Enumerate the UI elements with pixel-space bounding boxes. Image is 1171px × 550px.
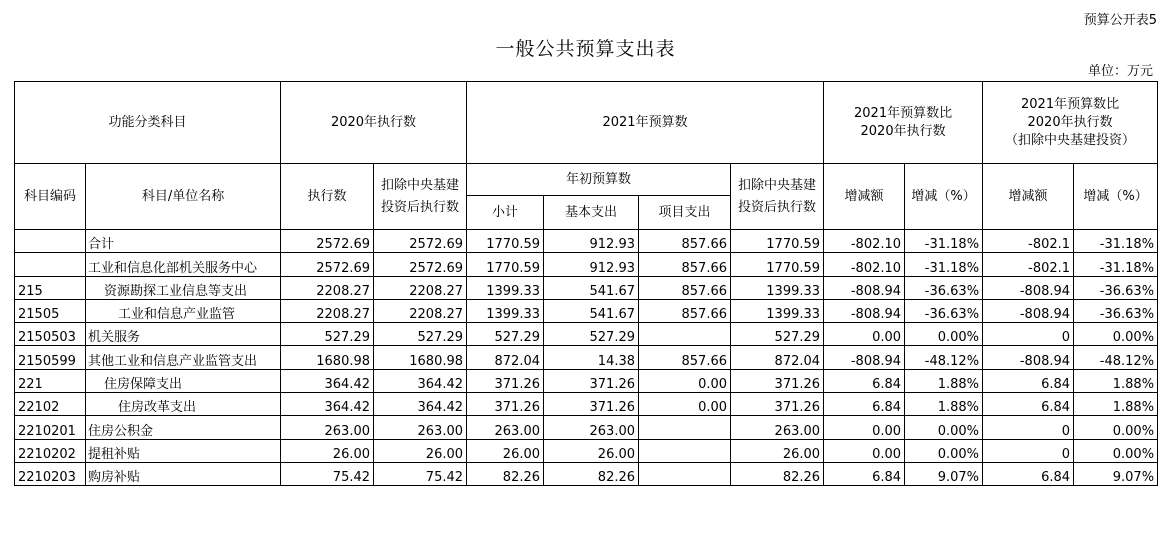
- cell-exec-amount: 26.00: [281, 439, 374, 462]
- table-row: [15, 323, 1158, 346]
- header-subtotal: 小计: [467, 196, 544, 230]
- unit-label: 单位：万元: [1087, 64, 1153, 79]
- row-code: [15, 230, 86, 253]
- cell-exec-after: 263.00: [374, 416, 467, 439]
- cell-basic-expense: 912.93: [544, 253, 639, 276]
- cell-subtotal: 527.29: [467, 323, 544, 346]
- row-code: 2210202: [15, 439, 86, 462]
- cell-change-pct-2: -36.63%: [1074, 276, 1158, 299]
- cell-exec-amount: 2572.69: [281, 230, 374, 253]
- row-name: 住房保障支出: [86, 369, 281, 392]
- cell-budget-after: 527.29: [731, 323, 824, 346]
- table-row: [15, 230, 1158, 253]
- header-exec-amount: 执行数: [281, 164, 374, 230]
- budget-table: [14, 81, 1158, 486]
- cell-budget-after: 1770.59: [731, 253, 824, 276]
- cell-change-pct-2: -31.18%: [1074, 230, 1158, 253]
- cell-subtotal: 371.26: [467, 393, 544, 416]
- cell-change-amount-1: 6.84: [824, 393, 905, 416]
- header-func-category: 功能分类科目: [15, 82, 281, 164]
- row-code: [15, 253, 86, 276]
- header-project: 项目支出: [639, 196, 731, 230]
- cell-exec-after: 75.42: [374, 462, 467, 485]
- cell-change-amount-2: -802.1: [983, 253, 1074, 276]
- cell-change-amount-2: 6.84: [983, 462, 1074, 485]
- row-code: 21505: [15, 299, 86, 322]
- row-code: 221: [15, 369, 86, 392]
- cell-basic-expense: 371.26: [544, 369, 639, 392]
- cell-change-pct-1: 0.00%: [905, 439, 983, 462]
- cell-change-pct-1: -48.12%: [905, 346, 983, 369]
- row-name: 合计: [86, 230, 281, 253]
- cell-change-amount-2: -808.94: [983, 346, 1074, 369]
- header-compare-2: 2021年预算数比 2020年执行数 （扣除中央基建投资）: [983, 82, 1158, 164]
- row-name: 住房改革支出: [86, 393, 281, 416]
- cell-project-expense: [639, 439, 731, 462]
- cell-change-pct-1: -31.18%: [905, 253, 983, 276]
- row-code: 2210203: [15, 462, 86, 485]
- cell-change-amount-1: 0.00: [824, 439, 905, 462]
- cell-exec-after: 2572.69: [374, 253, 467, 276]
- header-name: 科目/单位名称: [86, 164, 281, 230]
- cell-change-pct-1: 0.00%: [905, 323, 983, 346]
- header-budget-2021: 2021年预算数: [467, 82, 824, 164]
- header-exec-2020: 2020年执行数: [281, 82, 467, 164]
- cell-change-pct-1: 1.88%: [905, 369, 983, 392]
- cell-budget-after: 1770.59: [731, 230, 824, 253]
- cell-exec-amount: 2208.27: [281, 276, 374, 299]
- cell-exec-amount: 2208.27: [281, 299, 374, 322]
- row-code: 215: [15, 276, 86, 299]
- cell-project-expense: [639, 462, 731, 485]
- cell-subtotal: 1399.33: [467, 299, 544, 322]
- cell-budget-after: 1399.33: [731, 276, 824, 299]
- cell-subtotal: 371.26: [467, 369, 544, 392]
- cell-basic-expense: 263.00: [544, 416, 639, 439]
- cell-change-pct-2: -48.12%: [1074, 346, 1158, 369]
- table-caption: 预算公开表5: [1083, 13, 1157, 28]
- cell-exec-after: 26.00: [374, 439, 467, 462]
- cell-change-amount-1: 6.84: [824, 369, 905, 392]
- cell-subtotal: 1770.59: [467, 230, 544, 253]
- cell-subtotal: 82.26: [467, 462, 544, 485]
- cell-budget-after: 371.26: [731, 393, 824, 416]
- header-change-amount-2: 增减额: [983, 164, 1074, 230]
- row-name: 机关服务: [86, 323, 281, 346]
- cell-change-pct-2: -36.63%: [1074, 299, 1158, 322]
- cell-project-expense: 0.00: [639, 369, 731, 392]
- cell-budget-after: 872.04: [731, 346, 824, 369]
- cell-exec-amount: 1680.98: [281, 346, 374, 369]
- cell-change-amount-2: -808.94: [983, 299, 1074, 322]
- header-code: 科目编码: [15, 164, 86, 230]
- cell-subtotal: 1399.33: [467, 276, 544, 299]
- cell-subtotal: 872.04: [467, 346, 544, 369]
- cell-change-pct-2: 1.88%: [1074, 369, 1158, 392]
- table-row: [15, 276, 1158, 299]
- cell-basic-expense: 371.26: [544, 393, 639, 416]
- row-code: 2150503: [15, 323, 86, 346]
- row-name: 住房公积金: [86, 416, 281, 439]
- cell-change-amount-1: -808.94: [824, 276, 905, 299]
- cell-project-expense: 0.00: [639, 393, 731, 416]
- cell-basic-expense: 541.67: [544, 299, 639, 322]
- table-row: [15, 346, 1158, 369]
- cell-exec-after: 2572.69: [374, 230, 467, 253]
- cell-budget-after: 26.00: [731, 439, 824, 462]
- cell-change-amount-1: -802.10: [824, 253, 905, 276]
- table-row: [15, 369, 1158, 392]
- cell-exec-amount: 75.42: [281, 462, 374, 485]
- page-title: 一般公共预算支出表: [495, 38, 676, 60]
- cell-change-amount-1: -808.94: [824, 299, 905, 322]
- cell-budget-after: 371.26: [731, 369, 824, 392]
- table-row: [15, 439, 1158, 462]
- row-name: 提租补贴: [86, 439, 281, 462]
- cell-subtotal: 263.00: [467, 416, 544, 439]
- header-change-pct-2: 增减（%）: [1074, 164, 1158, 230]
- row-code: 2150599: [15, 346, 86, 369]
- cell-exec-amount: 2572.69: [281, 253, 374, 276]
- cell-change-amount-1: 6.84: [824, 462, 905, 485]
- header-basic: 基本支出: [544, 196, 639, 230]
- cell-change-amount-2: 0: [983, 323, 1074, 346]
- cell-change-pct-2: 0.00%: [1074, 416, 1158, 439]
- table-body: [15, 230, 1158, 486]
- cell-basic-expense: 14.38: [544, 346, 639, 369]
- cell-change-pct-2: 1.88%: [1074, 393, 1158, 416]
- table-row: [15, 416, 1158, 439]
- cell-project-expense: 857.66: [639, 299, 731, 322]
- cell-basic-expense: 527.29: [544, 323, 639, 346]
- row-name: 工业和信息产业监管: [86, 299, 281, 322]
- cell-change-amount-2: 0: [983, 439, 1074, 462]
- cell-change-pct-1: 1.88%: [905, 393, 983, 416]
- cell-exec-after: 527.29: [374, 323, 467, 346]
- cell-change-amount-1: -808.94: [824, 346, 905, 369]
- header-initial-budget: 年初预算数: [467, 164, 731, 196]
- table-row: [15, 299, 1158, 322]
- cell-budget-after: 1399.33: [731, 299, 824, 322]
- cell-budget-after: 263.00: [731, 416, 824, 439]
- header-compare-1: 2021年预算数比 2020年执行数: [824, 82, 983, 164]
- cell-change-amount-1: 0.00: [824, 416, 905, 439]
- row-name: 购房补贴: [86, 462, 281, 485]
- row-name: 资源勘探工业信息等支出: [86, 276, 281, 299]
- cell-exec-after: 2208.27: [374, 276, 467, 299]
- cell-change-amount-2: -808.94: [983, 276, 1074, 299]
- cell-exec-after: 1680.98: [374, 346, 467, 369]
- cell-change-amount-1: -802.10: [824, 230, 905, 253]
- row-code: 2210201: [15, 416, 86, 439]
- cell-exec-after: 364.42: [374, 393, 467, 416]
- table-row: [15, 393, 1158, 416]
- cell-change-amount-2: 0: [983, 416, 1074, 439]
- cell-exec-amount: 364.42: [281, 393, 374, 416]
- cell-exec-amount: 527.29: [281, 323, 374, 346]
- cell-basic-expense: 26.00: [544, 439, 639, 462]
- cell-change-pct-1: -36.63%: [905, 276, 983, 299]
- cell-exec-amount: 364.42: [281, 369, 374, 392]
- cell-exec-amount: 263.00: [281, 416, 374, 439]
- cell-basic-expense: 541.67: [544, 276, 639, 299]
- cell-change-pct-2: 0.00%: [1074, 439, 1158, 462]
- table-row: [15, 462, 1158, 485]
- cell-project-expense: 857.66: [639, 276, 731, 299]
- cell-change-pct-2: 9.07%: [1074, 462, 1158, 485]
- cell-project-expense: 857.66: [639, 230, 731, 253]
- cell-subtotal: 1770.59: [467, 253, 544, 276]
- cell-basic-expense: 912.93: [544, 230, 639, 253]
- cell-change-pct-1: -31.18%: [905, 230, 983, 253]
- header-change-amount-1: 增减额: [824, 164, 905, 230]
- cell-exec-after: 364.42: [374, 369, 467, 392]
- cell-change-amount-2: 6.84: [983, 369, 1074, 392]
- cell-project-expense: [639, 416, 731, 439]
- cell-change-pct-1: 0.00%: [905, 416, 983, 439]
- row-code: 22102: [15, 393, 86, 416]
- cell-budget-after: 82.26: [731, 462, 824, 485]
- row-name: 其他工业和信息产业监管支出: [86, 346, 281, 369]
- cell-change-amount-2: -802.1: [983, 230, 1074, 253]
- cell-project-expense: 857.66: [639, 346, 731, 369]
- cell-change-amount-2: 6.84: [983, 393, 1074, 416]
- cell-project-expense: 857.66: [639, 253, 731, 276]
- header-change-pct-1: 增减（%）: [905, 164, 983, 230]
- cell-basic-expense: 82.26: [544, 462, 639, 485]
- header-budget-after: 扣除中央基建 投资后执行数: [731, 164, 824, 230]
- cell-subtotal: 26.00: [467, 439, 544, 462]
- cell-change-pct-1: 9.07%: [905, 462, 983, 485]
- cell-change-amount-1: 0.00: [824, 323, 905, 346]
- row-name: 工业和信息化部机关服务中心: [86, 253, 281, 276]
- table-row: [15, 253, 1158, 276]
- cell-change-pct-2: 0.00%: [1074, 323, 1158, 346]
- cell-change-pct-2: -31.18%: [1074, 253, 1158, 276]
- cell-exec-after: 2208.27: [374, 299, 467, 322]
- cell-project-expense: [639, 323, 731, 346]
- cell-change-pct-1: -36.63%: [905, 299, 983, 322]
- header-exec-after: 扣除中央基建 投资后执行数: [374, 164, 467, 230]
